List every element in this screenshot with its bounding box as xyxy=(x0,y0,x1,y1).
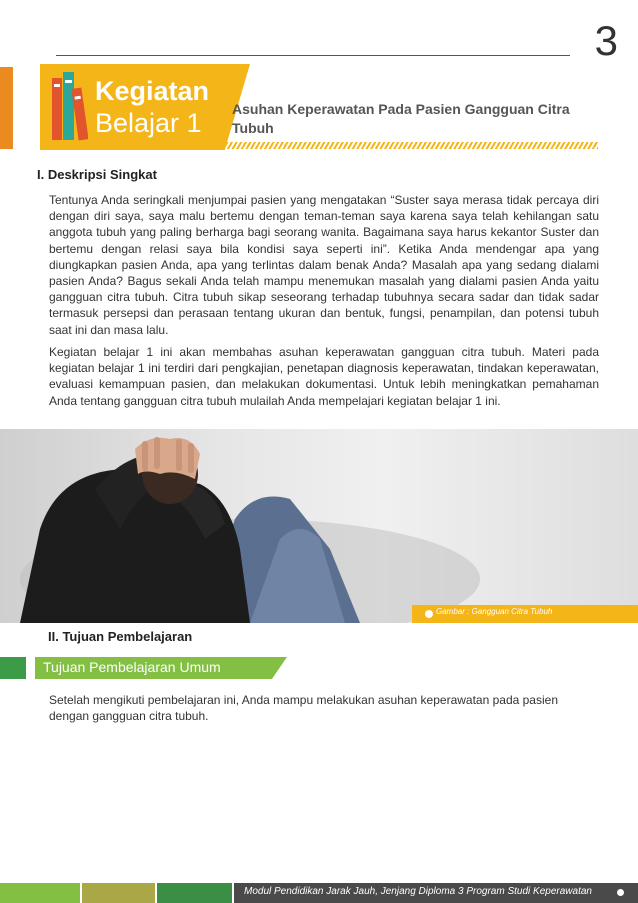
footer-block-3 xyxy=(157,883,232,903)
chapter-number: 3 xyxy=(594,17,618,64)
tujuan-banner-label: Tujuan Pembelajaran Umum xyxy=(43,659,221,675)
footer-block-1 xyxy=(0,883,80,903)
tujuan-accent-stripe xyxy=(0,657,26,679)
books-icon xyxy=(50,70,88,142)
figure-caption: Gambar : Gangguan Citra Tubuh xyxy=(436,607,553,616)
section2-paragraph: Setelah mengikuti pembelajaran ini, Anda mampu melakukan asuhan keperawatan pada pasien dengan gangguan citra tubuh. xyxy=(49,693,558,724)
top-divider xyxy=(56,55,570,56)
kegiatan-label: Kegiatan xyxy=(95,76,210,106)
caption-bullet-icon xyxy=(425,610,433,618)
section1-paragraph1: Tentunya Anda seringkali menjumpai pasien yang mengatakan “Suster saya merasa tidak percaya diri dengan diri saya, saya malu bertemu dengan teman-teman saya karena saya telah kehilangan satu anggota tubuh yang paling berharga bagi seorang wanita. Bagaimana saya harus kekantor Suster dan bertemu dengan relasi saya bila kondisi saya seperti ini”. Ketika Anda mendengar apa yang diungkapkan pasien Anda, apa yang terlintas dalam benak Anda? Masalah apa yang sedang dialami pasien Anda? Bagus sekali Anda telah mampu menemukan masalah yang dialami pasien Anda yaitu gangguan citra tubuh. Citra tubuh sikap seseorang terhadap tubuhnya secara sadar dan tidak sadar termasuk persepsi dan perasaan tentang ukuran dan bentuk, fungsi, penampilan, dan potensi tubuh saat ini dan masa lalu. xyxy=(49,193,599,337)
figure-photo xyxy=(0,429,638,623)
hatch-decoration xyxy=(217,142,598,149)
section-title: Asuhan Keperawatan Pada Pasien Gangguan Citra Tubuh xyxy=(232,101,570,136)
footer-text: Modul Pendidikan Jarak Jauh, Jenjang Diploma 3 Program Studi Keperawatan xyxy=(244,886,592,897)
section1-heading: I. Deskripsi Singkat xyxy=(37,167,157,182)
left-accent-stripe xyxy=(0,67,13,149)
section1-paragraph2: Kegiatan belajar 1 ini akan membahas asuhan keperawatan gangguan citra tubuh. Materi pada kegiatan belajar 1 ini terdiri dari pengkajian, penetapan diagnosis keperawatan, tindakan keperawatan, evaluasi kemampuan pasien, dan melakukan dokumentasi. Untuk lebih meningkatkan pemahaman Anda tentang gangguan citra tubuh mulailah Anda mempelajari kegiatan belajar 1 ini. xyxy=(49,345,599,408)
belajar-label: Belajar 1 xyxy=(95,108,202,138)
footer-block-2 xyxy=(82,883,155,903)
distressed-person-illustration xyxy=(0,429,638,623)
section2-heading: II. Tujuan Pembelajaran xyxy=(48,629,193,644)
footer-bullet-icon xyxy=(617,889,624,896)
